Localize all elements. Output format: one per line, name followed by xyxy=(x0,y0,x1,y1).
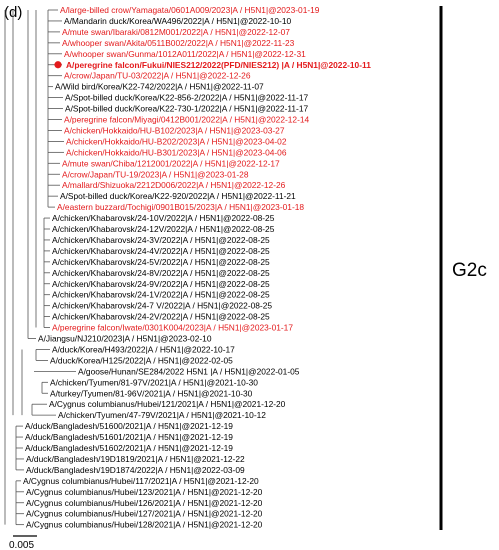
leaf-label: A/duck/Bangladesh/19D1819/2021|A / H5N1|@2021-12-22 xyxy=(26,453,245,464)
leaf-label: A/chicken/Khabarovsk/24-9V/2022|A / H5N1|@2022-08-25 xyxy=(52,278,270,289)
leaf-label: A/Cygnus columbianus/Hubei/123/2021|A / H5N1|@2021-12-20 xyxy=(26,486,263,497)
leaf-label: A/Spot-billed duck/Korea/K22-920/2022|A / H5N1|@2022-11-21 xyxy=(60,191,296,202)
leaf-label: A/chicken/Khabarovsk/24-4V/2022|A / H5N1|@2022-08-25 xyxy=(52,245,270,256)
leaf-label: A/peregrine falcon/Fukui/NIES212/2022(PFD/NIES212) |A / H5N1|@2022-10-11 xyxy=(66,59,371,70)
leaf-label: A/chicken/Khabarovsk/24-1V/2022|A / H5N1|@2022-08-25 xyxy=(52,289,270,300)
leaf-label: A/chicken/Khabarovsk/24-3V/2022|A / H5N1|@2022-08-25 xyxy=(52,234,270,245)
leaf-label: A/Mandarin duck/Korea/WA496/2022|A / H5N1|@2022-10-10 xyxy=(64,15,292,26)
leaf-label: A/chicken/Khabarovsk/24-10V/2022|A / H5N1|@2022-08-25 xyxy=(52,213,275,224)
leaf-label: A/mallard/Shizuoka/2212D006/2022|A / H5N1|@2022-12-26 xyxy=(62,180,286,191)
leaf-label: A/crow/Japan/TU-03/2022|A / H5N1|@2022-12-26 xyxy=(64,70,251,81)
leaf-label: A/duck/Bangladesh/51601/2021|A / H5N1|@2021-12-19 xyxy=(25,432,233,443)
leaf-label: A/chicken/Hokkaido/HU-B301/2023|A / H5N1|@2023-04-06 xyxy=(66,147,287,158)
leaf-label: A/mute swan/Ibaraki/0812M001/2022|A / H5N1|@2022-12-07 xyxy=(62,26,290,37)
leaf-label: A/peregrine falcon/Miyagi/0412B001/2022|A / H5N1|@2022-12-14 xyxy=(64,114,310,125)
leaf-label: A/crow/Japan/TU-19/2023|A / H5N1|@2023-01-28 xyxy=(62,169,249,180)
panel-label: (d) xyxy=(4,4,23,21)
leaf-label: A/duck/Bangladesh/19D1874/2022|A / H5N1|@2022-03-09 xyxy=(26,464,245,475)
leaf-label: A/chicken/Khabarovsk/24-12V/2022|A / H5N1|@2022-08-25 xyxy=(52,224,275,234)
leaf-label: A/Wild bird/Korea/K22-742/2022|A / H5N1|@2022-11-07 xyxy=(55,81,264,92)
leaf-label: A/duck/Bangladesh/51600/2021|A / H5N1|@2021-12-19 xyxy=(25,421,233,432)
focus-marker-icon xyxy=(54,61,61,68)
leaf-label: A/eastern buzzard/Tochigi/0901B015/2023|A / H5N1|@2023-01-18 xyxy=(57,202,305,213)
leaf-label: A/chicken/Khabarovsk/24-7 V/2022|A / H5N1|@2022-08-25 xyxy=(52,300,273,311)
leaf-label: A/Spot-billed duck/Korea/K22-856-2/2022|A / H5N1|@2022-11-17 xyxy=(65,92,309,103)
leaf-label: A/chicken/Tyumen/81-97V/2021|A / H5N1|@2021-10-30 xyxy=(50,377,258,388)
leaf-label: A/Cygnus columbianus/Hubei/128/2021|A / H5N1|@2021-12-20 xyxy=(26,519,263,530)
leaf-label: A/chicken/Khabarovsk/24-5V/2022|A / H5N1|@2022-08-25 xyxy=(52,256,270,267)
leaf-label: A/chicken/Khabarovsk/24-8V/2022|A / H5N1|@2022-08-25 xyxy=(52,267,270,278)
leaf-label: A/Spot-billed duck/Korea/K22-730-1/2022|A / H5N1|@2022-11-17 xyxy=(65,103,309,114)
leaf-label: A/goose/Hunan/SE284/2022 H5N1 |A / H5N1|@2022-01-05 xyxy=(78,366,300,377)
leaf-label: A/mute swan/Chiba/1212001/2022|A / H5N1|@2022-12-17 xyxy=(62,158,280,169)
leaf-label: A/chicken/Tyumen/47-79V/2021|A / H5N1|@2021-10-12 xyxy=(58,410,266,421)
leaf-label: A/large-billed crow/Yamagata/0601A009/2023|A / H5N1|@2023-01-19 xyxy=(60,5,320,15)
leaf-labels xyxy=(23,5,371,530)
leaf-label: A/chicken/Hokkaido/HU-B202/2023|A / H5N1|@2023-04-02 xyxy=(66,136,287,147)
leaf-label: A/Cygnus columbianus/Hubei/127/2021|A / H5N1|@2021-12-20 xyxy=(26,508,263,519)
leaf-label: A/duck/Bangladesh/51602/2021|A / H5N1|@2021-12-19 xyxy=(25,443,233,453)
leaf-label: A/peregrine falcon/Iwate/0301K004/2023|A / H5N1|@2023-01-17 xyxy=(52,322,294,333)
leaf-label: A/chicken/Hokkaido/HU-B102/2023|A / H5N1|@2023-03-27 xyxy=(64,125,285,136)
clade-label: G2c xyxy=(452,260,487,281)
leaf-label: A/whooper swan/Gunma/1012A011/2022|A / H5N1|@2022-12-31 xyxy=(64,48,306,59)
leaf-label: A/duck/Korea/H125/2022|A / H5N1|@2022-02-05 xyxy=(50,355,233,366)
scale-label: 0.005 xyxy=(9,540,35,550)
leaf-label: A/Cygnus columbianus/Hubei/121/2021|A / H5N1|@2021-12-20 xyxy=(49,399,286,410)
leaf-label: A/whooper swan/Akita/0511B002/2022|A / H5N1|@2022-11-23 xyxy=(62,37,295,48)
leaf-label: A/Cygnus columbianus/Hubei/117/2021|A / H5N1|@2021-12-20 xyxy=(23,475,259,486)
leaf-label: A/Cygnus columbianus/Hubei/126/2021|A / H5N1|@2021-12-20 xyxy=(26,497,263,508)
leaf-label: A/chicken/Khabarovsk/24-2V/2022|A / H5N1|@2022-08-25 xyxy=(52,311,270,322)
leaf-label: A/Jiangsu/NJ210/2023|A / H5N1|@2023-02-10 xyxy=(38,333,212,344)
leaf-label: A/duck/Korea/H493/2022|A / H5N1|@2022-10-17 xyxy=(52,344,235,355)
leaf-label: A/turkey/Tyumen/81-96V/2021|A / H5N1|@2021-10-30 xyxy=(50,388,253,399)
